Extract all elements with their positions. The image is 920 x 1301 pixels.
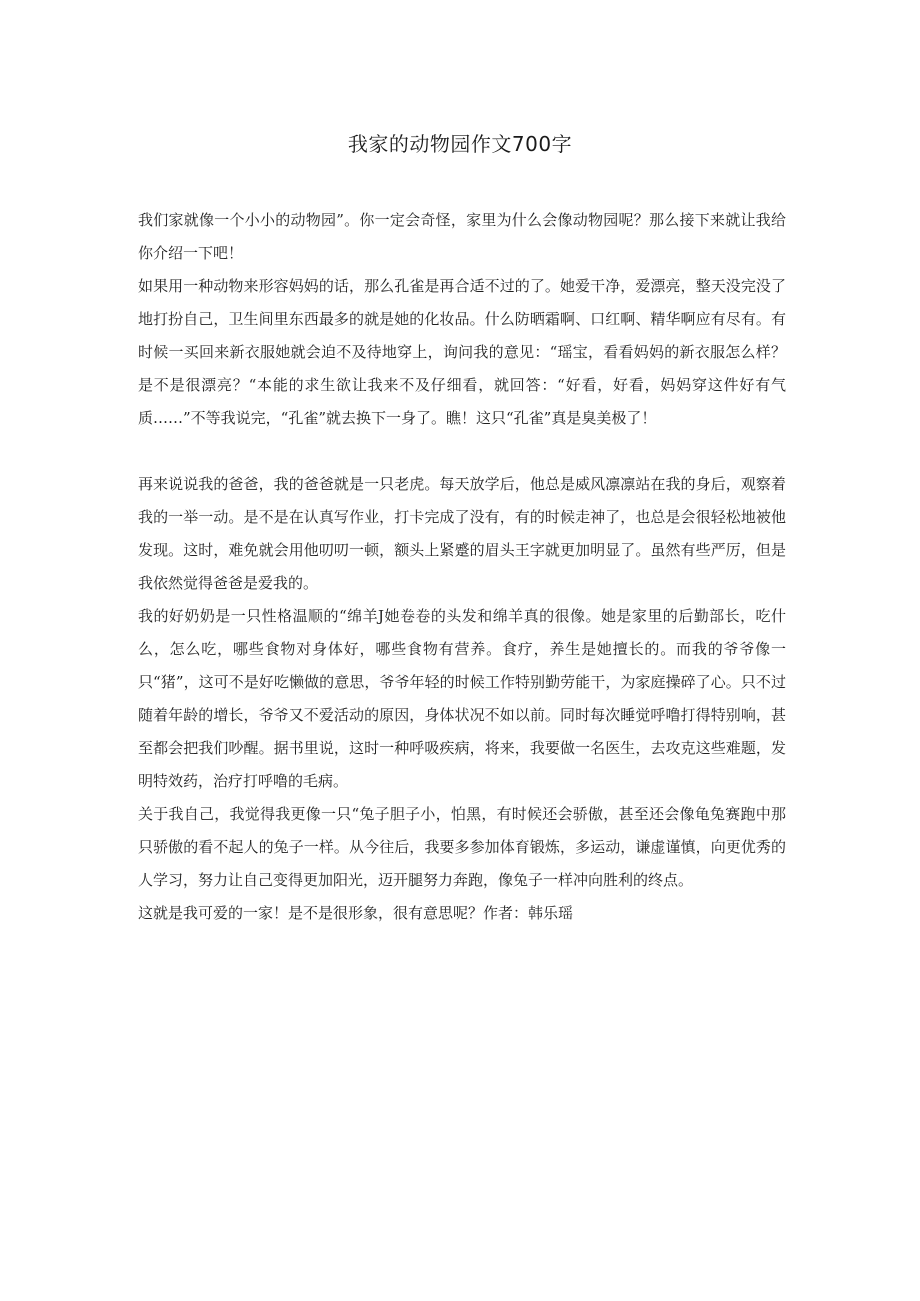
paragraph-self: 关于我自己，我觉得我更像一只“兔子胆子小，怕黑，有时候还会骄傲，甚至还会像龟兔赛跑中那只骄傲的看不起人的兔子一样。从今往后，我要多参加体育锻炼，多运动，谦虚谨慎，向更优秀的人学习，努力让自己变得更加阳光，迈开腿努力奔跑，像兔子一样冲向胜利的终点。 (138, 805, 786, 889)
paragraph-gap (138, 435, 786, 468)
paragraph-conclusion: 这就是我可爱的一家！是不是很形象，很有意思呢？作者：韩乐瑶 (138, 904, 574, 922)
paragraph-grandparents: 我的好奶奶是一只性格温顺的“绵羊J她卷卷的头发和绵羊真的很像。她是家里的后勤部长，吃什么，怎么吃，哪些食物对身体好，哪些食物有营养。食疗，养生是她擅长的。而我的爷爷像一只“猪”，这可不是好吃懒做的意思，爷爷年轻的时候工作特别勤劳能干，为家庭操碎了心。只不过随着年龄的增长，爷爷又不爱活动的原因，身体状况不如以前。同时每次睡觉呼噜打得特别响，甚至都会把我们吵醒。据书里说，这时一种呼吸疾病，将来，我要做一名医生，去攻克这些难题，发明特效药，治疗打呼噜的毛病。 (138, 607, 786, 790)
paragraph-mother: 如果用一种动物来形容妈妈的话，那么孔雀是再合适不过的了。她爱干净，爱漂亮，整天没完没了地打扮自己，卫生间里东西最多的就是她的化妆品。什么防晒霜啊、口红啊、精华啊应有尽有。有时候一买回来新衣服她就会迫不及待地穿上，询问我的意见：“瑶宝，看看妈妈的新衣服怎么样？是不是很漂亮？“本能的求生欲让我来不及仔细看，就回答：“好看，好看，妈妈穿这件好有气质……”不等我说完，“孔雀”就去换下一身了。瞧！这只“孔雀”真是臭美极了！ (138, 277, 786, 427)
paragraph-father: 再来说说我的爸爸，我的爸爸就是一只老虎。每天放学后，他总是威风凛凛站在我的身后，观察着我的一举一动。是不是在认真写作业，打卡完成了没有，有的时候走神了，也总是会很轻松地被他发现。这时，难免就会用他叨叨一顿，额头上紧蹙的眉头王字就更加明显了。虽然有些严厉，但是我依然觉得爸爸是爱我的。 (138, 475, 786, 592)
paragraph-intro: 我们家就像一个小小的动物园”。你一定会奇怪，家里为什么会像动物园呢？那么接下来就让我给你介绍一下吧！ (138, 211, 786, 262)
document-title: 我家的动物园作文700字 (347, 132, 573, 156)
document-body (138, 204, 786, 930)
